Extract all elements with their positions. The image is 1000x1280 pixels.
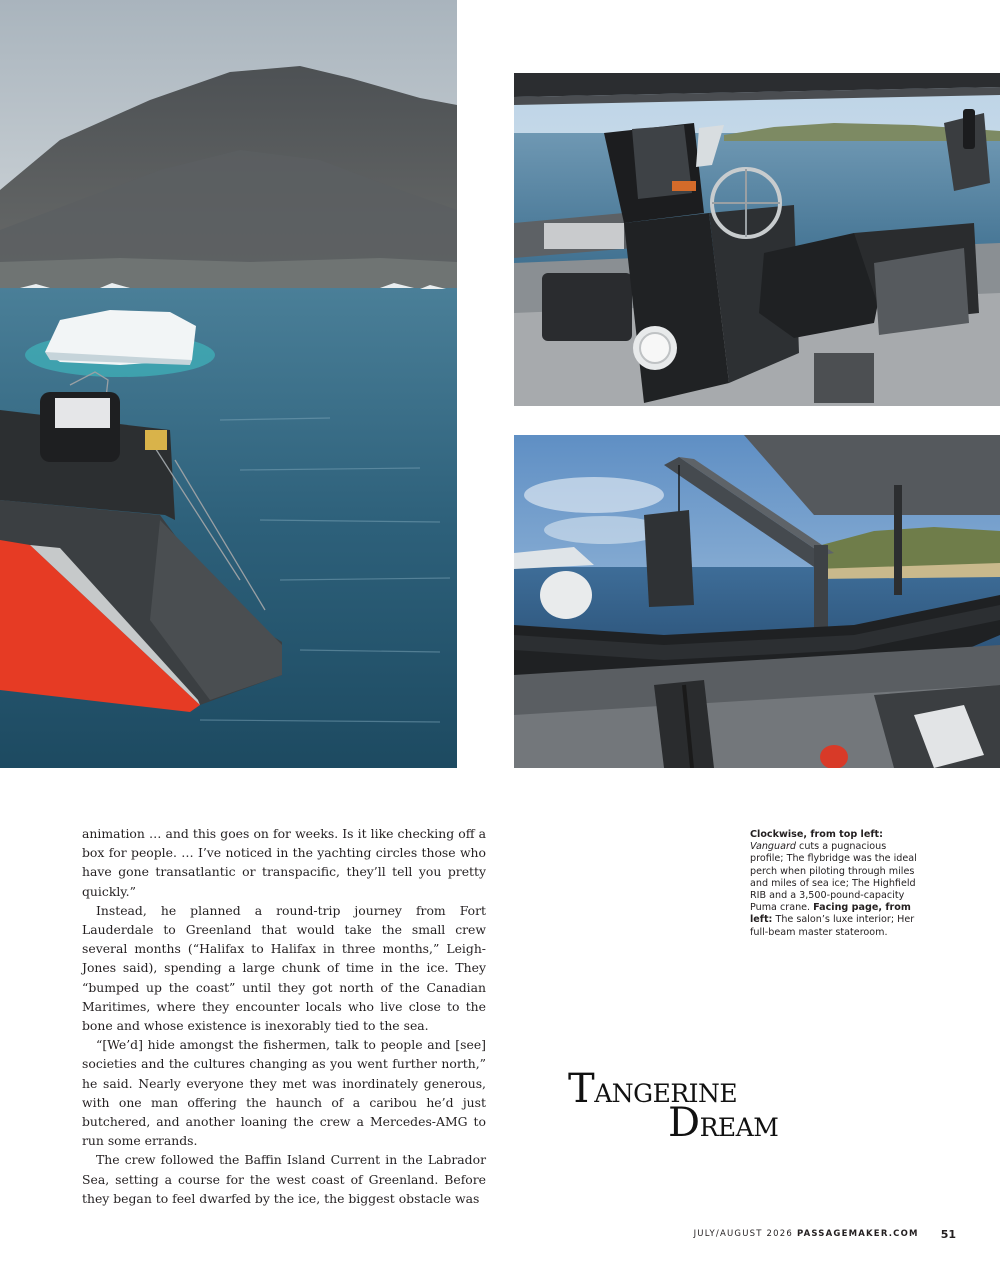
- caption-text: cuts a pugnacious profile; The flybridge was the ideal perch when piloting through miles and miles of sea ice; The Highfield RIB and a 3,500-pound-capacity Puma crane.: [750, 841, 917, 914]
- page-footer: [694, 1226, 956, 1242]
- article-body: [82, 824, 486, 1208]
- caption-heading: Facing page, from left:: [750, 902, 911, 926]
- caption-vessel-name: Vanguard: [750, 841, 796, 853]
- photo-vanguard-icebergs: [0, 0, 457, 768]
- photo-vanguard-icebergs-image: [0, 0, 457, 768]
- issue-date: JULY/AUGUST 2026: [693, 1229, 793, 1239]
- photo-flybridge-helm-image: [514, 73, 1000, 406]
- title-initial: D: [668, 1100, 700, 1146]
- article-paragraph: animation … and this goes on for weeks. Is it like checking off a box for people. … I’ve noticed in the yachting circles those who have gone transatlantic or transpacific, they’ll tell you pretty quickly.”: [82, 826, 486, 899]
- title-line: [668, 1100, 779, 1146]
- article-title: [566, 1066, 826, 1152]
- article-paragraph: The crew followed the Baffin Island Current in the Labrador Sea, setting a course for the west coast of Greenland. Before they began to feel dwarfed by the ice, the biggest obstacle was: [82, 1152, 486, 1206]
- caption-text: The salon’s luxe interior; Her full-beam master stateroom.: [750, 914, 915, 938]
- title-word: REAM: [699, 1113, 779, 1142]
- caption-heading: Clockwise, from top left:: [750, 829, 883, 840]
- site-url: PASSAGEMAKER.COM: [796, 1229, 919, 1239]
- article-paragraph: “[We’d] hide amongst the fishermen, talk to people and [see] societies and the cultures changing as you went further north,” he said. Nearly everyone they met was inordinately generous, with one man offering the haunch of a caribou he’d just butchered, and another loaning the crew a Mercedes-AMG to run some errands.: [82, 1037, 486, 1149]
- page-number: 51: [940, 1227, 956, 1241]
- photo-caption: [750, 829, 920, 939]
- title-initial: T: [568, 1066, 595, 1112]
- title-line: [568, 1066, 738, 1112]
- title-word: ANGERINE: [594, 1079, 738, 1108]
- photo-flybridge-helm: [514, 73, 1000, 406]
- article-paragraph: Instead, he planned a round-trip journey from Fort Lauderdale to Greenland that would take the small crew several months (“Halifax to Halifax in three months,” Leigh-Jones said), spending a large chunk of time in the ice. They “bumped up the coast” until they got north of the Canadian Maritimes, where they encounter locals who live close to the bone and whose existence is inexorably tied to the sea.: [82, 902, 486, 1034]
- photo-rib-crane-image: [514, 435, 1000, 768]
- photo-rib-crane: [514, 435, 1000, 768]
